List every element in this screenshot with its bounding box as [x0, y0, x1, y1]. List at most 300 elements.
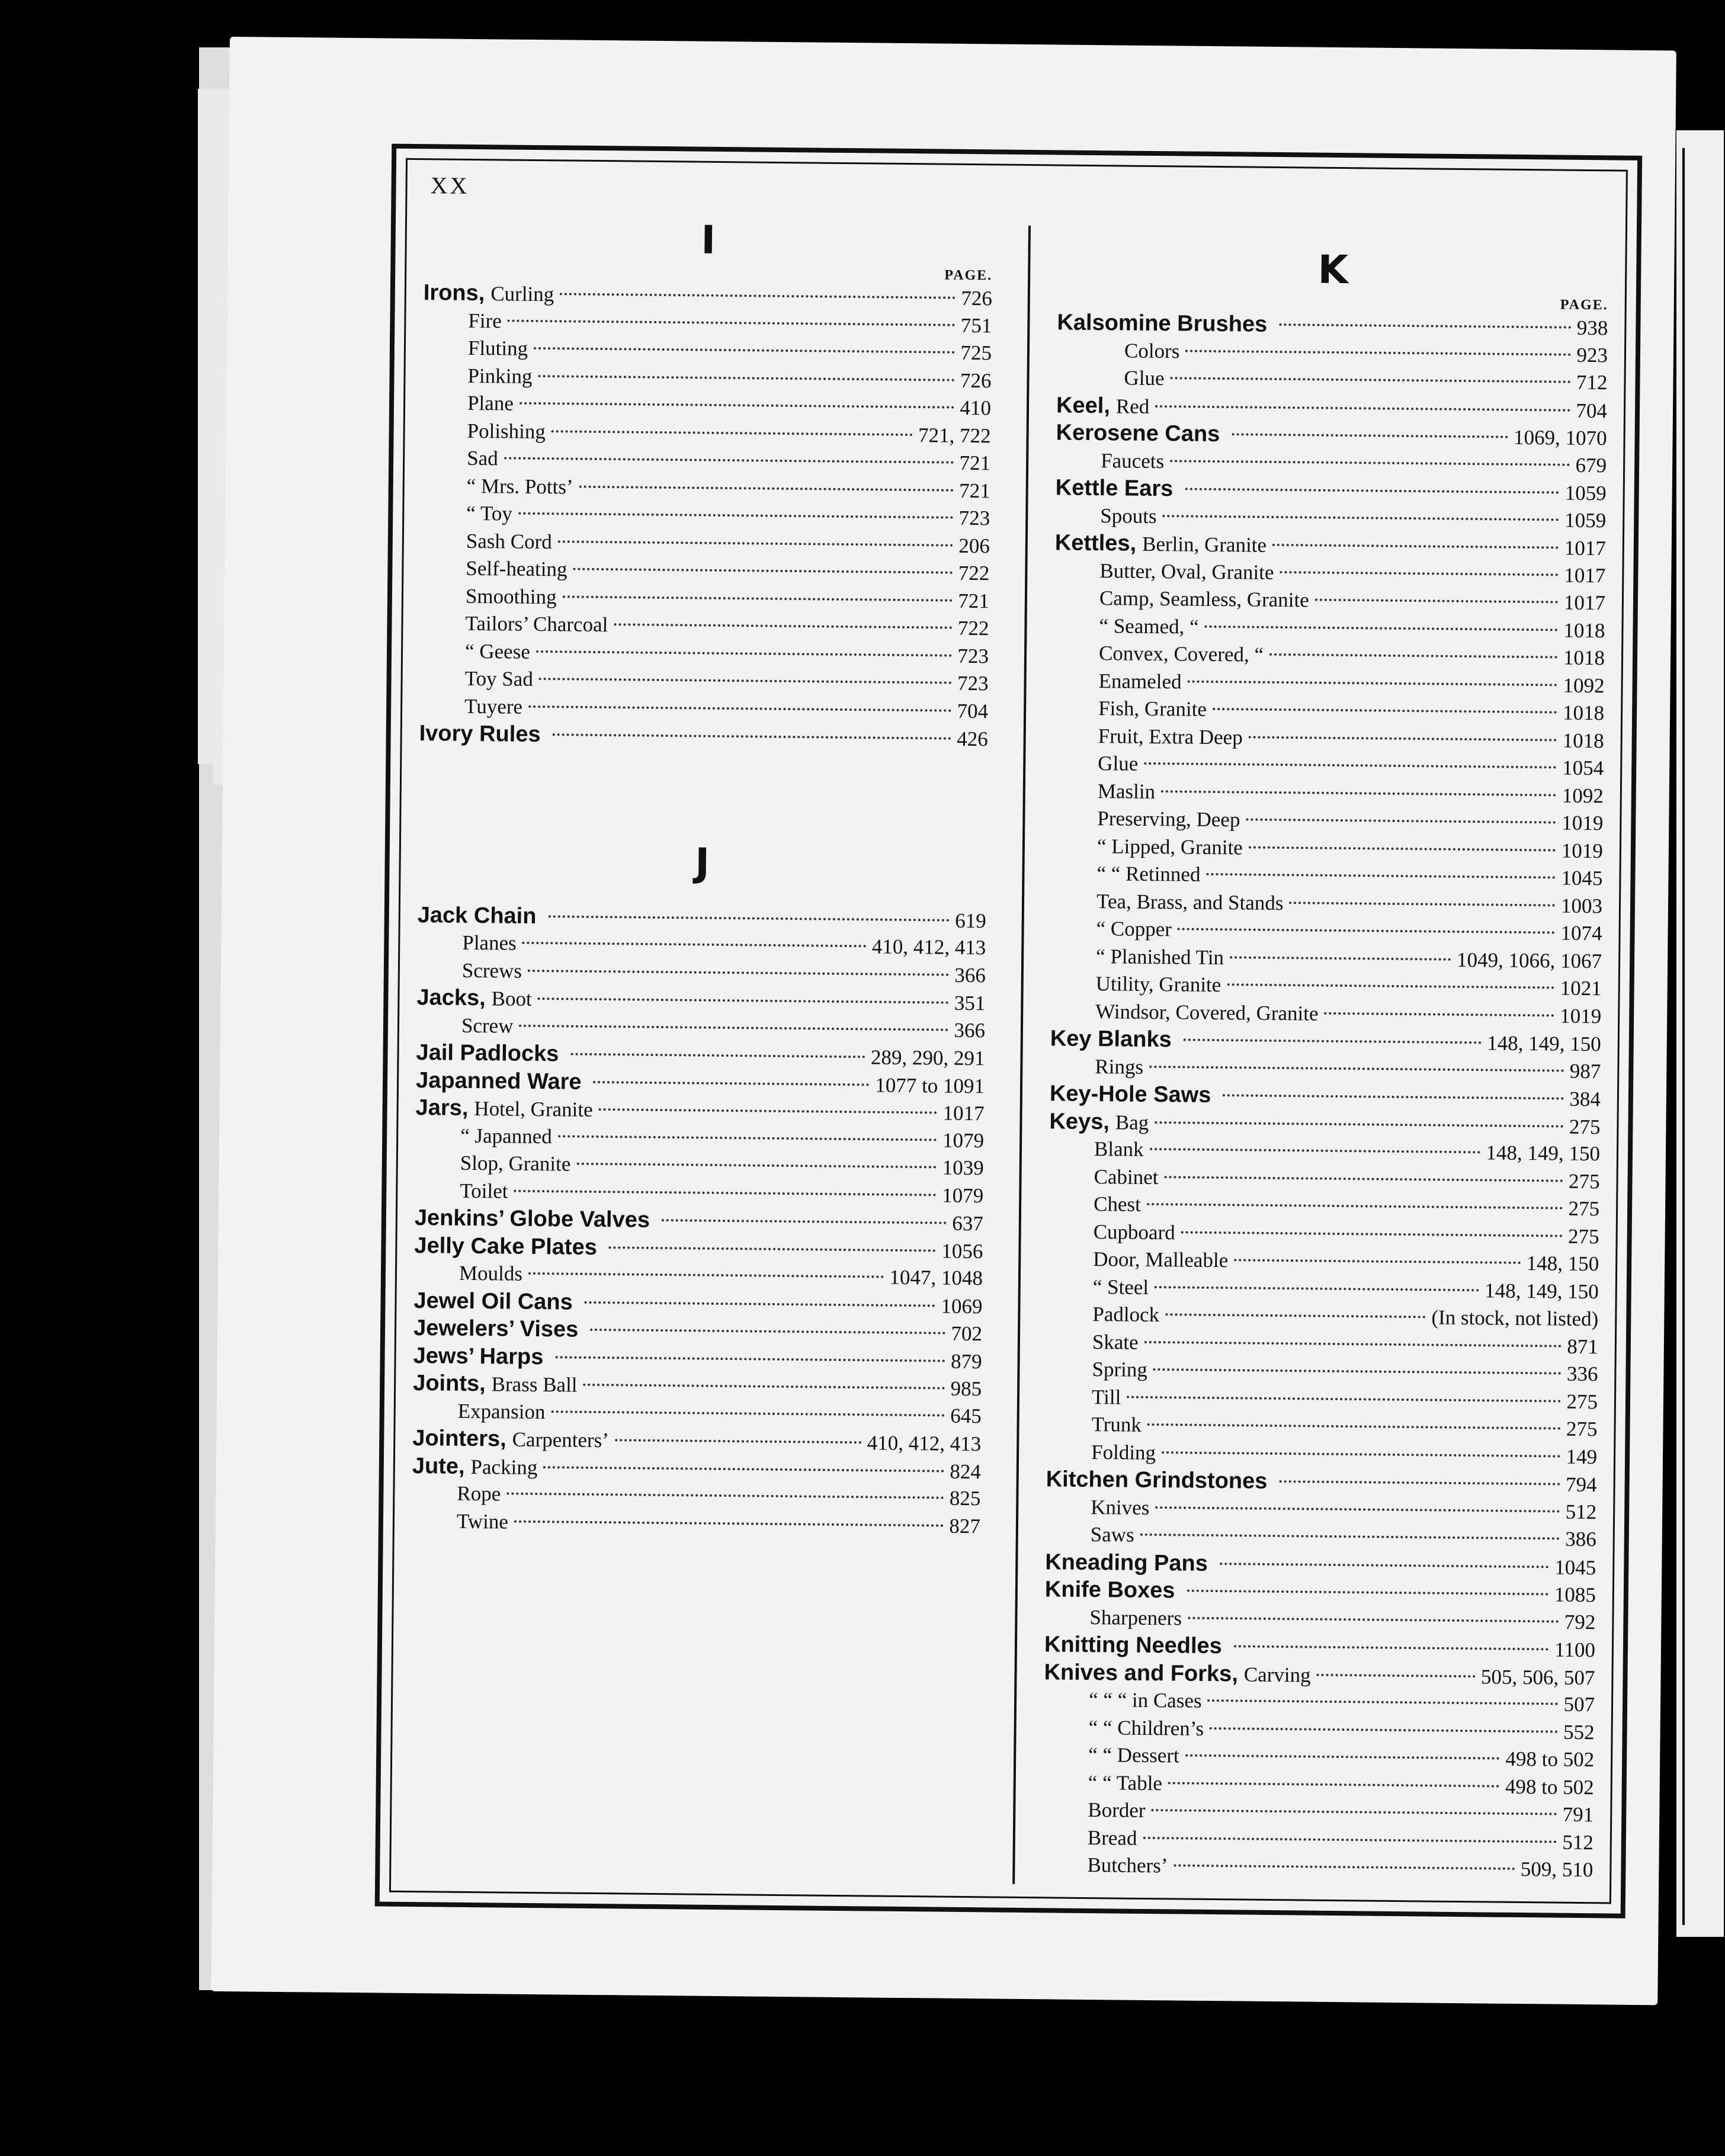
entry-subheading: Convex, Covered, “ — [1098, 641, 1264, 666]
entry-subheading: Twine — [456, 1509, 509, 1533]
index-entry — [1055, 502, 1606, 534]
entry-page-number: 1017 — [1564, 536, 1607, 560]
entry-page-number: 384 — [1569, 1087, 1601, 1111]
entry-page-number: 1069 — [941, 1294, 983, 1318]
entry-page-number: 1100 — [1554, 1638, 1596, 1662]
dot-leader — [1249, 846, 1556, 851]
index-entry — [424, 279, 992, 312]
dot-leader — [1144, 762, 1556, 769]
dot-leader — [1140, 1533, 1560, 1540]
entry-page-number: 1003 — [1560, 894, 1603, 917]
entry-page-number: 1069, 1070 — [1513, 425, 1607, 450]
dot-leader — [534, 347, 954, 354]
entry-page-number: 505, 506, 507 — [1480, 1664, 1595, 1689]
dot-leader — [520, 402, 954, 409]
entry-page-number: 1017 — [942, 1101, 985, 1125]
dot-leader — [552, 430, 912, 436]
entry-page-number: 149 — [1566, 1445, 1598, 1468]
entry-page-number: 726 — [960, 368, 992, 392]
entry-heading: Jacks, — [416, 985, 486, 1011]
dot-leader — [1213, 708, 1557, 714]
entry-page-number: 498 to 502 — [1505, 1747, 1595, 1772]
entry-subheading: Tailors’ Charcoal — [465, 611, 608, 637]
entry-page-number: 985 — [950, 1377, 982, 1401]
entry-subheading: “ Geese — [464, 639, 531, 663]
entry-subheading: Screws — [461, 958, 522, 983]
entry-page-number: 871 — [1567, 1334, 1599, 1358]
index-entry — [422, 417, 990, 450]
entry-subheading: Pinking — [467, 364, 533, 388]
dot-leader — [1155, 1121, 1563, 1128]
entry-subheading: Cabinet — [1094, 1164, 1159, 1189]
entry-page-number: 366 — [954, 963, 986, 987]
dot-leader — [1127, 1395, 1560, 1402]
entry-page-number: 721, 722 — [918, 423, 991, 447]
entry-heading: Kettles, — [1054, 530, 1137, 556]
dot-leader — [518, 512, 953, 519]
entry-page-number: 1018 — [1563, 646, 1605, 670]
entry-page-number: 938 — [1576, 316, 1608, 340]
dot-leader — [1161, 790, 1556, 796]
entry-page-number: 679 — [1575, 453, 1607, 477]
entry-subheading: Fish, Granite — [1098, 697, 1207, 721]
entry-page-number: 1079 — [942, 1128, 985, 1152]
dot-leader — [519, 1024, 948, 1031]
entry-page-number: 1054 — [1562, 756, 1604, 780]
entry-subheading: Glue — [1098, 752, 1139, 775]
entry-subheading: Trunk — [1091, 1413, 1142, 1436]
index-entry — [1050, 1080, 1601, 1112]
entry-page-number: 410 — [960, 396, 992, 420]
entry-page-number: 723 — [957, 644, 989, 668]
entry-heading: Key-Hole Saws — [1049, 1081, 1211, 1108]
entry-subheading: Red — [1115, 394, 1150, 418]
dot-leader — [1223, 1094, 1563, 1100]
dot-leader — [1315, 599, 1558, 604]
dot-leader — [1220, 1563, 1549, 1568]
entry-heading: Jewel Oil Cans — [413, 1288, 573, 1315]
entry-page-number: 410, 412, 413 — [867, 1431, 982, 1456]
entry-subheading: Sash Cord — [466, 529, 552, 553]
page-column-heading: PAGE. — [1560, 297, 1608, 313]
dot-leader — [1153, 1368, 1561, 1375]
entry-heading: Knitting Needles — [1044, 1632, 1223, 1659]
entry-subheading: Maslin — [1097, 779, 1156, 803]
dot-leader — [573, 568, 952, 574]
dot-leader — [1163, 515, 1559, 521]
entry-page-number: 410, 412, 413 — [871, 935, 986, 960]
entry-page-number: 722 — [958, 561, 990, 585]
entry-page-number: 275 — [1568, 1196, 1600, 1221]
page-column-heading: PAGE. — [944, 267, 993, 284]
entry-subheading: Faucets — [1101, 448, 1165, 473]
section-letter: K — [1317, 246, 1349, 293]
entry-heading: Keel, — [1056, 392, 1111, 418]
dot-leader — [1280, 571, 1558, 576]
dot-leader — [609, 1246, 936, 1252]
entry-heading: Keys, — [1049, 1108, 1110, 1134]
index-entry — [416, 1067, 985, 1100]
entry-subheading: “ “ Dessert — [1088, 1743, 1179, 1767]
dot-leader — [558, 1135, 937, 1141]
entry-page-number: 1017 — [1564, 563, 1606, 587]
dot-leader — [1279, 323, 1571, 329]
entry-page-number: 509, 510 — [1520, 1857, 1593, 1882]
entry-page-number: 1018 — [1562, 701, 1605, 725]
entry-subheading: Spring — [1092, 1358, 1148, 1381]
entry-subheading: Rope — [457, 1481, 501, 1506]
entry-heading: Knife Boxes — [1044, 1577, 1175, 1603]
entry-subheading: Glue — [1124, 366, 1165, 390]
dot-leader — [1289, 901, 1555, 906]
dot-leader — [585, 1301, 935, 1307]
dot-leader — [1324, 1012, 1554, 1016]
dot-leader — [576, 1163, 936, 1169]
entry-subheading: Curling — [490, 282, 554, 306]
entry-page-number: 794 — [1565, 1472, 1597, 1497]
entry-heading: Jack Chain — [417, 902, 537, 929]
dot-leader — [553, 733, 951, 739]
entry-subheading: Bag — [1115, 1110, 1149, 1134]
entry-page-number: 1018 — [1562, 729, 1604, 752]
entry-heading: Jenkins’ Globe Valves — [414, 1205, 650, 1233]
entry-page-number: 275 — [1566, 1417, 1598, 1441]
dot-leader — [514, 1189, 936, 1196]
entry-heading: Jute, — [412, 1453, 465, 1479]
entry-page-number: 879 — [950, 1349, 982, 1373]
entry-subheading: Toy Sad — [464, 666, 533, 691]
entry-page-number: 726 — [961, 286, 993, 310]
page-number-label: XX — [430, 172, 470, 199]
dot-leader — [528, 1272, 884, 1278]
dot-leader — [543, 1466, 944, 1472]
entry-page-number: 723 — [957, 671, 989, 695]
entry-subheading: Carving — [1243, 1663, 1311, 1687]
entry-page-number: 704 — [957, 699, 989, 723]
dot-leader — [1187, 1590, 1548, 1596]
entry-page-number: 512 — [1562, 1830, 1594, 1854]
entry-subheading: Butchers’ — [1087, 1853, 1168, 1878]
entry-page-number: 148, 149, 150 — [1487, 1031, 1601, 1056]
entry-subheading: Blank — [1094, 1137, 1144, 1161]
dot-leader — [615, 1439, 861, 1443]
entry-page-number: 721 — [959, 451, 991, 475]
entry-subheading: Skate — [1092, 1330, 1139, 1354]
entry-subheading: Door, Malleable — [1093, 1247, 1229, 1272]
dot-leader — [528, 969, 948, 976]
index-entry — [412, 1424, 981, 1458]
entry-subheading: Enameled — [1098, 669, 1182, 693]
entry-page-number: 721 — [958, 589, 990, 612]
section-letter: I — [701, 217, 716, 263]
entry-page-number: 824 — [950, 1459, 981, 1483]
entry-subheading: Utility, Granite — [1095, 972, 1221, 997]
dot-leader — [563, 595, 953, 601]
dot-leader — [1143, 1836, 1556, 1843]
entry-subheading: “ Steel — [1092, 1275, 1149, 1299]
entry-page-number: 1079 — [942, 1183, 984, 1207]
dot-leader — [1208, 1699, 1558, 1705]
entry-page-number: 645 — [950, 1404, 982, 1427]
dot-leader — [1168, 1782, 1499, 1787]
entry-subheading: Folding — [1091, 1440, 1156, 1464]
entry-page-number: 289, 290, 291 — [870, 1045, 985, 1070]
dot-leader — [1147, 1423, 1560, 1430]
dot-leader — [1181, 1231, 1562, 1237]
dot-leader — [1155, 405, 1570, 412]
dot-leader — [1165, 1313, 1425, 1318]
entry-subheading: “ “ Retinned — [1096, 862, 1201, 886]
entry-subheading: Carpenters’ — [512, 1427, 610, 1452]
entry-page-number: 725 — [960, 341, 992, 365]
index-entries — [412, 901, 986, 1541]
index-entry — [1056, 364, 1607, 396]
entry-page-number: 148, 150 — [1526, 1252, 1599, 1276]
dot-leader — [1206, 873, 1555, 879]
entry-subheading: Till — [1091, 1385, 1121, 1409]
dot-leader — [1155, 1286, 1479, 1291]
entry-heading: Key Blanks — [1050, 1026, 1172, 1053]
entry-heading: Jail Padlocks — [416, 1040, 559, 1067]
dot-leader — [1188, 680, 1557, 686]
entry-page-number: 637 — [952, 1211, 984, 1236]
section-gap — [418, 747, 987, 842]
entry-page-number: 1085 — [1554, 1583, 1596, 1607]
entry-subheading: Fluting — [467, 336, 528, 360]
entry-page-number: 1074 — [1560, 921, 1602, 945]
entry-subheading: “ Planished Tin — [1095, 944, 1224, 969]
dot-leader — [579, 485, 954, 491]
entry-heading: Japanned Ware — [415, 1067, 582, 1095]
dot-leader — [548, 915, 949, 921]
index-entry — [419, 720, 987, 753]
entry-page-number: 275 — [1568, 1169, 1600, 1193]
entry-subheading: “ Toy — [466, 501, 513, 525]
entry-page-number: 1077 to 1091 — [875, 1073, 985, 1098]
entry-page-number: 702 — [951, 1321, 983, 1346]
entry-page-number: 712 — [1576, 370, 1608, 394]
dot-leader — [1162, 1451, 1560, 1457]
entry-page-number: 148, 149, 150 — [1484, 1278, 1599, 1303]
entry-subheading: Self-heating — [466, 556, 567, 581]
entry-page-number: 1019 — [1562, 811, 1604, 835]
entry-heading: Knives and Forks, — [1044, 1659, 1239, 1686]
entry-page-number: 1019 — [1561, 839, 1604, 862]
dot-leader — [538, 375, 954, 381]
entry-subheading: Border — [1088, 1798, 1146, 1822]
dot-leader — [1173, 1864, 1514, 1870]
entry-page-number: 987 — [1569, 1059, 1601, 1083]
book-edge-right-line — [1682, 148, 1685, 1925]
dot-leader — [1185, 349, 1570, 355]
entry-subheading: Expansion — [457, 1399, 546, 1423]
entry-subheading: Sharpeners — [1089, 1605, 1182, 1630]
section-j — [412, 836, 987, 1541]
entry-page-number: 552 — [1563, 1720, 1595, 1744]
entry-subheading: Bread — [1087, 1825, 1137, 1850]
entry-subheading: Spouts — [1100, 503, 1157, 528]
entry-page-number: 507 — [1563, 1692, 1595, 1717]
right-column — [1042, 243, 1608, 1884]
dot-leader — [1227, 983, 1554, 989]
entry-heading: Jointers, — [412, 1426, 506, 1452]
entry-page-number: 386 — [1565, 1527, 1596, 1551]
left-column — [412, 214, 993, 1540]
entry-subheading: Polishing — [467, 419, 546, 443]
entry-page-number: 791 — [1562, 1802, 1594, 1827]
entry-subheading: Preserving, Deep — [1097, 807, 1240, 832]
dot-leader — [662, 1219, 946, 1224]
dot-leader — [599, 1108, 937, 1114]
dot-leader — [1232, 433, 1508, 438]
entry-page-number: 275 — [1569, 1115, 1601, 1138]
entry-page-number: 619 — [955, 909, 986, 932]
entry-subheading: Rings — [1095, 1054, 1144, 1079]
entry-page-number: 721 — [959, 479, 990, 502]
entry-subheading: Tuyere — [464, 694, 523, 718]
entry-subheading: Sad — [467, 446, 498, 470]
dot-leader — [1205, 625, 1558, 631]
entry-subheading: Moulds — [458, 1261, 523, 1285]
catalog-page — [211, 37, 1676, 2005]
entry-page-number: 275 — [1566, 1390, 1598, 1413]
dot-leader — [583, 1384, 944, 1390]
entry-subheading: Fire — [468, 309, 502, 332]
entry-page-number: 723 — [958, 506, 990, 530]
entry-page-number: 1049, 1066, 1067 — [1456, 948, 1602, 973]
entry-page-number: 512 — [1565, 1500, 1597, 1523]
dot-leader — [555, 1356, 945, 1362]
index-entry — [1047, 1355, 1598, 1388]
entry-page-number: 825 — [949, 1486, 981, 1510]
entry-subheading: Saws — [1090, 1523, 1134, 1547]
entry-subheading: Camp, Seamless, Granite — [1099, 586, 1309, 612]
dot-leader — [506, 1493, 944, 1499]
entry-page-number: 1092 — [1562, 784, 1604, 807]
entry-subheading: Boot — [491, 987, 532, 1010]
entry-heading: Jews’ Harps — [413, 1343, 544, 1369]
entry-heading: Kerosene Cans — [1056, 420, 1220, 447]
dot-leader — [1279, 1480, 1560, 1486]
entry-page-number: (In stock, not listed) — [1431, 1305, 1599, 1331]
entry-page-number: 1056 — [941, 1239, 983, 1263]
dot-leader — [1188, 1616, 1559, 1622]
entry-page-number: 336 — [1566, 1362, 1598, 1386]
dot-leader — [1269, 653, 1557, 659]
entry-heading: Jewelers’ Vises — [413, 1316, 579, 1342]
entry-subheading: Hotel, Granite — [474, 1097, 593, 1121]
entry-subheading: Slop, Granite — [460, 1151, 571, 1176]
section-i — [419, 214, 993, 753]
dot-leader — [1246, 819, 1556, 824]
entry-page-number: 498 to 502 — [1505, 1775, 1594, 1799]
entry-page-number: 1059 — [1564, 481, 1607, 505]
entry-page-number: 704 — [1576, 399, 1608, 422]
entry-page-number: 722 — [957, 616, 989, 640]
entry-subheading: Cupboard — [1093, 1220, 1175, 1244]
dot-leader — [1144, 1340, 1562, 1347]
entry-heading: Joints, — [412, 1371, 486, 1397]
section-k — [1042, 243, 1608, 1884]
entry-page-number: 792 — [1564, 1610, 1596, 1634]
entry-subheading: Toilet — [460, 1179, 508, 1203]
entry-heading: Irons, — [423, 280, 485, 306]
dot-leader — [614, 623, 952, 628]
dot-leader — [514, 1520, 944, 1526]
entry-subheading: “ “ “ in Cases — [1088, 1688, 1202, 1712]
dot-leader — [1155, 1506, 1559, 1513]
dot-leader — [1170, 460, 1570, 466]
entry-page-number: 1045 — [1554, 1555, 1596, 1579]
dot-leader — [508, 319, 955, 326]
dot-leader — [570, 1053, 865, 1058]
section-letter: J — [695, 839, 710, 886]
entry-subheading: Padlock — [1092, 1302, 1160, 1327]
entry-page-number: 1021 — [1560, 976, 1602, 1000]
entry-page-number: 1039 — [942, 1156, 984, 1180]
entry-heading: Kalsomine Brushes — [1057, 310, 1268, 337]
dot-leader — [528, 705, 951, 711]
entry-page-number: 827 — [949, 1514, 981, 1538]
entry-subheading: “ Mrs. Potts’ — [466, 474, 573, 499]
entry-subheading: Butter, Oval, Granite — [1099, 559, 1274, 584]
entry-page-number: 206 — [958, 534, 990, 557]
entry-heading: Ivory Rules — [419, 721, 541, 747]
dot-leader — [1184, 1039, 1482, 1044]
dot-leader — [1230, 956, 1451, 961]
index-entry — [413, 1342, 982, 1375]
entry-subheading: Tea, Brass, and Stands — [1096, 889, 1284, 915]
entry-page-number: 148, 149, 150 — [1486, 1141, 1601, 1166]
entry-subheading: Screw — [461, 1013, 514, 1038]
index-entry — [1042, 1851, 1593, 1884]
entry-page-number: 1092 — [1563, 673, 1605, 697]
dot-leader — [1272, 544, 1559, 549]
entry-page-number: 1018 — [1563, 618, 1605, 642]
entry-heading: Kettle Ears — [1055, 475, 1173, 502]
entry-page-number: 1047, 1048 — [889, 1265, 983, 1290]
entry-subheading: Berlin, Granite — [1142, 532, 1267, 557]
index-entries — [419, 279, 992, 753]
entry-page-number: 1045 — [1561, 866, 1603, 890]
entry-page-number: 275 — [1567, 1224, 1599, 1248]
dot-leader — [1210, 1727, 1557, 1733]
entry-subheading: Packing — [470, 1455, 538, 1479]
entry-subheading: Fruit, Extra Deep — [1098, 724, 1243, 749]
entry-subheading: “ “ Table — [1088, 1770, 1163, 1795]
entry-subheading: Colors — [1124, 339, 1180, 362]
index-entries — [1042, 309, 1608, 1884]
entry-page-number: 366 — [954, 1018, 986, 1042]
dot-leader — [1171, 377, 1570, 383]
index-entry — [412, 1507, 980, 1541]
dot-leader — [539, 678, 951, 684]
dot-leader — [1149, 1065, 1564, 1071]
dot-leader — [1147, 1203, 1563, 1209]
dot-leader — [594, 1080, 870, 1085]
entry-heading: Kitchen Grindstones — [1046, 1467, 1268, 1494]
entry-subheading: Smoothing — [465, 584, 557, 608]
dot-leader — [551, 1410, 944, 1416]
dot-leader — [1234, 1645, 1548, 1650]
entry-page-number: 1059 — [1564, 508, 1607, 532]
dot-leader — [522, 942, 866, 948]
dot-leader — [558, 540, 953, 546]
entry-page-number: 426 — [956, 727, 988, 751]
entry-page-number: 923 — [1576, 343, 1608, 367]
entry-subheading: “ Seamed, “ — [1099, 614, 1199, 639]
entry-subheading: Windsor, Covered, Granite — [1095, 999, 1319, 1025]
